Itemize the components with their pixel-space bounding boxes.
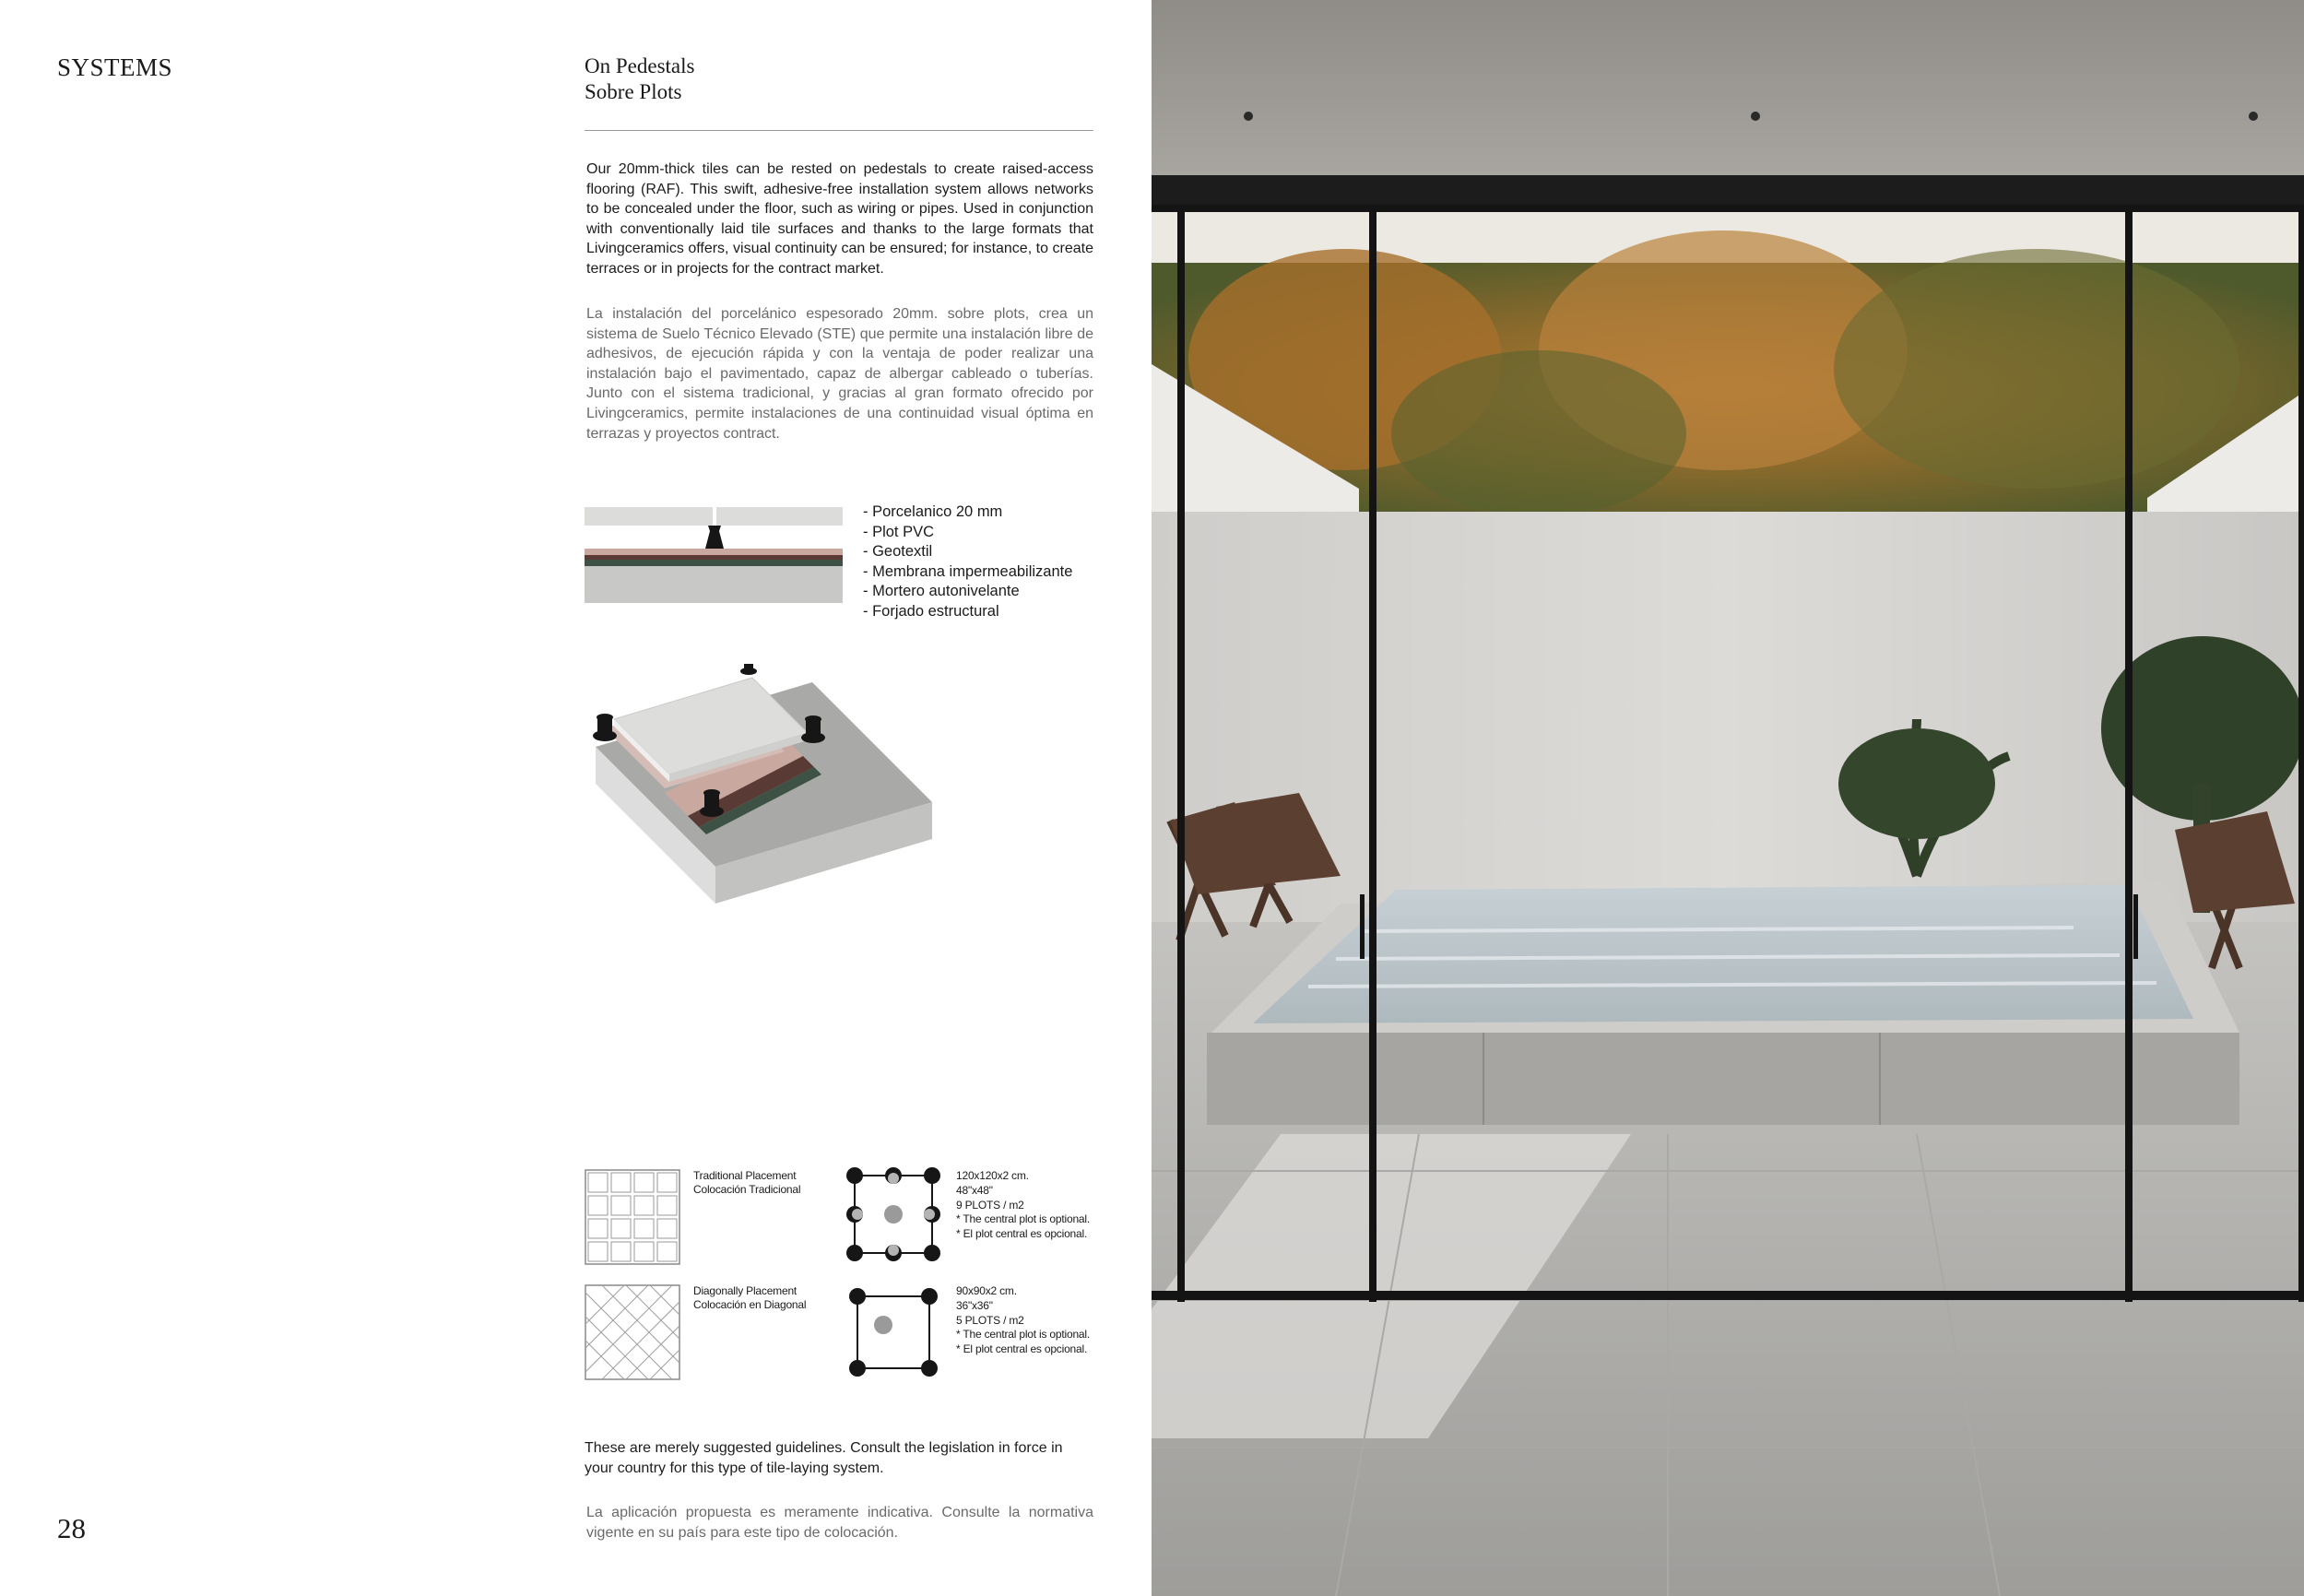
tile-right	[716, 507, 843, 526]
membrane-layer	[585, 555, 843, 560]
pedestal-top	[740, 664, 757, 675]
tile-left	[585, 507, 713, 526]
mortar-layer	[585, 560, 843, 566]
traditional-specs	[956, 1169, 1090, 1242]
traditional-grid-pattern	[585, 1169, 680, 1265]
spec-line: 36"x36"	[956, 1298, 993, 1312]
isometric-pedestal-diagram	[577, 645, 941, 913]
courtyard-pool-photo	[1152, 0, 2304, 1596]
page-title	[585, 53, 694, 105]
spec-line: 120x120x2 cm.	[956, 1169, 1029, 1182]
title-divider	[585, 130, 1093, 131]
label-english: Traditional Placement	[693, 1169, 797, 1182]
legend-item: - Mortero autonivelante	[863, 583, 1020, 600]
photo-illustration	[1152, 0, 2304, 1596]
paragraph-english: Our 20mm-thick tiles can be rested on pedestals to create raised-access flooring (RAF). This swift, adhesive-free installation system allows networks to be concealed under the floor, such as wiring or pipes. Used in conjunction with conventionally laid tile surfaces and thanks to the large formats that Livingceramics offers, visual continuity can be ensured; for instance, to create terraces or in projects for the contract market.	[586, 161, 1093, 277]
spec-line: * The central plot is optional.	[956, 1212, 1091, 1226]
title-english: On Pedestals	[585, 54, 695, 77]
cross-section-diagram	[585, 502, 843, 622]
footer-note-spanish: La aplicación propuesta es meramente indicativa. Consulte la normativa vigente en su país para este tipo de colocación.	[586, 1505, 1093, 1541]
label-english: Diagonally Placement	[693, 1284, 798, 1297]
header-beam	[1152, 175, 2304, 205]
legend-item: - Membrana impermeabilizante	[863, 562, 1073, 580]
traditional-placement-label	[693, 1169, 800, 1197]
spec-line: 9 PLOTS / m2	[956, 1198, 1024, 1212]
left-page	[0, 0, 1151, 1596]
layer-legend	[863, 502, 1072, 622]
spec-line: 90x90x2 cm.	[956, 1284, 1017, 1297]
spec-line: * El plot central es opcional.	[956, 1227, 1088, 1241]
pvc-plot	[705, 526, 724, 549]
diagonal-plot-layout	[843, 1280, 944, 1381]
slab-layer	[585, 566, 843, 603]
legend-item: - Plot PVC	[863, 523, 935, 540]
diagonal-placement-label	[693, 1284, 806, 1312]
paragraph-spanish: La instalación del porcelánico espesorado 20mm. sobre plots, crea un sistema de Suelo Técnico Elevado (STE) que permite una instalación libre de adhesivos, de ejecución rápida y con la ventaja de poder realizar una instalación bajo el pavimentado, capaz de albergar cableado o tuberías. Junto con el sistema tradicional, y gracias al gran formato ofrecido por Livingceramics, permite instalaciones de una continuidad visual óptima en terrazas y proyectos contract.	[586, 306, 1093, 442]
diagonal-grid-pattern	[585, 1284, 680, 1380]
traditional-plot-layout	[843, 1164, 944, 1265]
spec-line: 5 PLOTS / m2	[956, 1313, 1024, 1327]
geotextile-layer	[585, 549, 843, 555]
page-number: 28	[57, 1512, 86, 1544]
spec-line: * El plot central es opcional.	[956, 1342, 1088, 1356]
section-label: SYSTEMS	[57, 53, 173, 81]
spec-line: * The central plot is optional.	[956, 1328, 1091, 1342]
legend-item: - Porcelanico 20 mm	[863, 503, 1003, 520]
footer-note-english: These are merely suggested guidelines. Consult the legislation in force in your country for this type of tile-laying system.	[585, 1440, 1063, 1476]
label-spanish: Colocación en Diagonal	[693, 1298, 807, 1311]
label-spanish: Colocación Tradicional	[693, 1183, 801, 1196]
pool-wall	[1207, 1033, 2239, 1125]
diagonal-specs	[956, 1284, 1090, 1357]
title-spanish: Sobre Plots	[585, 80, 682, 103]
legend-item: - Geotextil	[863, 543, 933, 561]
legend-item: - Forjado estructural	[863, 602, 999, 620]
interior-ceiling	[1152, 0, 2304, 175]
spec-line: 48"x48"	[956, 1183, 993, 1197]
